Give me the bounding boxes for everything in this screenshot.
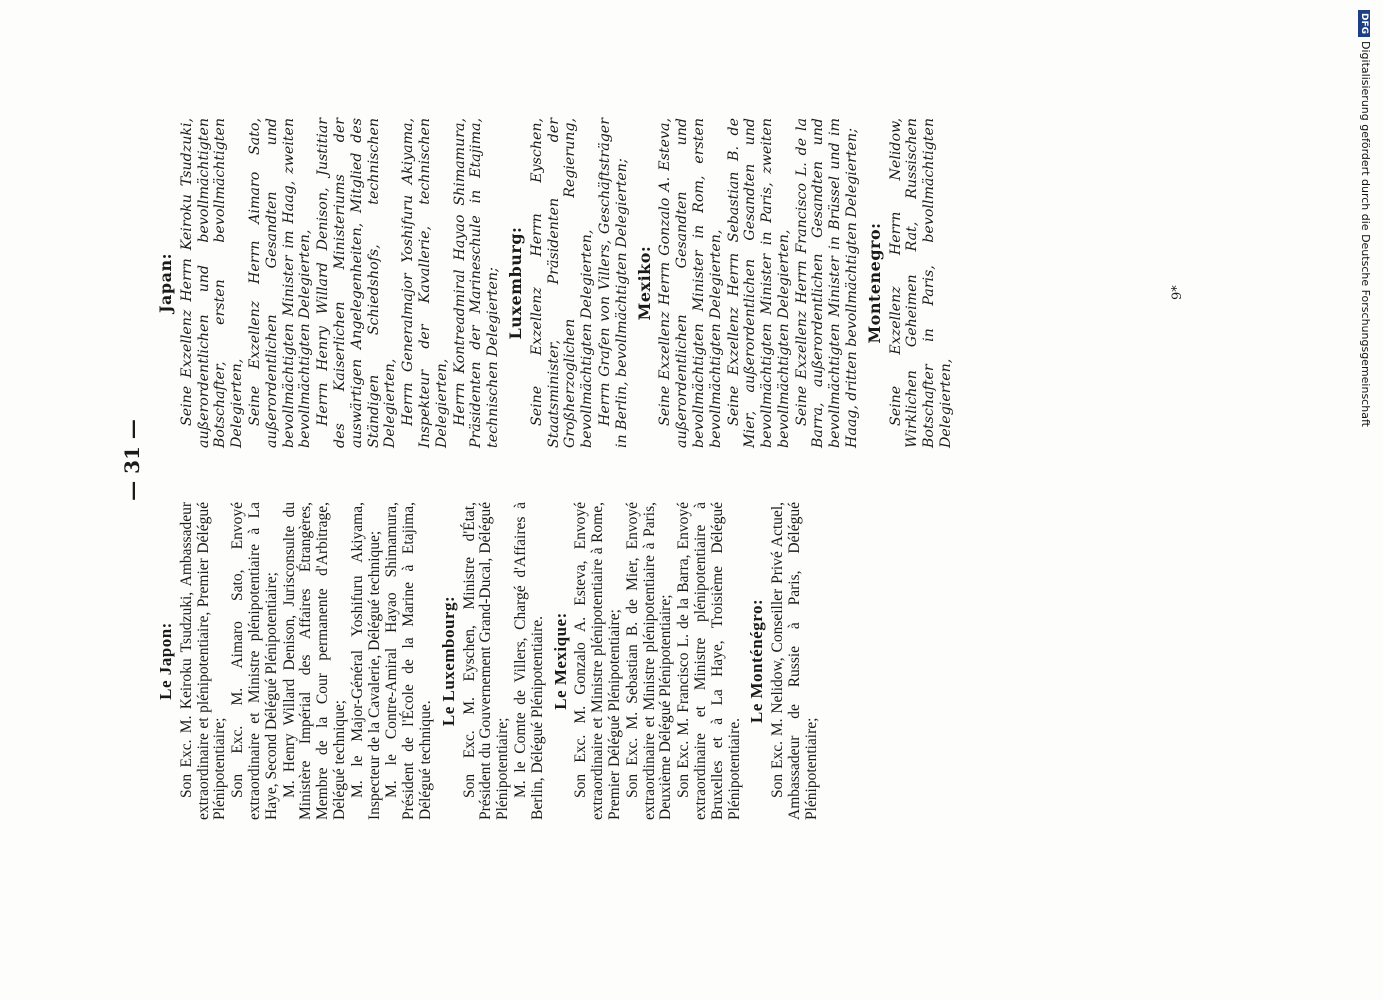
german-column	[158, 118, 961, 448]
rotated-page-content	[120, 120, 1230, 820]
delegate-entry: Seine Exzellenz Herrn Francisco L. de la Barra, außerordentlichen Gesandten und bevollmächtigten Minister in Brüssel und im Haag, dritten bevollmächtigten Delegierten;	[793, 118, 861, 448]
delegate-entry: Seine Exzellenz Herrn Sebastian B. de Mier, außerordentlichen Gesandten und bevollmächtigten Minister in Paris, zweiten bevollmächtigten Delegierten,	[725, 118, 792, 448]
section	[864, 118, 955, 448]
delegate-entry: Seine Exzellenz Herrn Nelidow, Wirklichen Geheimen Rat, Russischen Botschafter in Paris, bevollmächtigten Delegierten,	[887, 118, 955, 448]
delegate-entry: Son Exc. M. Keiroku Tsudzuki, Ambassadeur extraordinaire et plénipotentiaire, Premier Délégué Plénipotentiaire;	[177, 502, 229, 820]
digitization-credit	[1358, 10, 1372, 427]
page-number: — 31 —	[120, 419, 144, 501]
delegate-entry: Herrn Generalmajor Yoshifuru Akiyama, Inspekteur der Kavallerie, technischen Delegierten,	[400, 118, 450, 448]
delegate-entry: Son Exc. M. Gonzalo A. Esteva, Envoyé extraordinaire et Ministre plénipotentiaire à Rome, Premier Délégué Plénipotentiaire;	[572, 502, 623, 820]
delegate-entry: M. le Contre-Amiral Hayao Shimamura, Président de l'École de la Marine à Etajima, Délégué technique.	[383, 502, 434, 820]
delegate-entry: Son Exc. M. Francisco L. de la Barra, Envoyé extraordinaire et Ministre plénipotentiaire à Bruxelles et à La Haye, Troisième Délégué Plénipotentiaire.	[675, 502, 743, 820]
section	[438, 502, 547, 820]
section-heading: Luxemburg:	[505, 226, 525, 340]
section-heading: Montenegro:	[864, 222, 884, 344]
french-column	[158, 502, 826, 820]
delegate-entry: M. le Major-Général Yoshifuru Akiyama, Inspecteur de la Cavalerie, Délégué technique;	[348, 502, 383, 820]
delegate-entry: Herrn Kontreadmiral Hayao Shimamura, Präsidenten der Marineschule in Etajima, technischen Delegierten;	[451, 118, 502, 448]
section	[634, 118, 861, 448]
section-heading: Le Japon:	[156, 622, 175, 700]
delegate-entry: Son Exc. M. Sebastian B. de Mier, Envoyé extraordinaire et Ministre plénipotentiaire à Paris, Deuxième Délégué Plénipotentiaire;	[623, 502, 675, 820]
section	[158, 118, 502, 448]
delegate-entry: Seine Exzellenz Herrn Keiroku Tsudzuki, außerordentlichen und bevollmächtigten Botschafter, ersten bevollmächtigten Delegierten,	[178, 118, 246, 448]
delegate-entry: Herrn Henry Willard Denison, Justitiar des Kaiserlichen Ministeriums der auswärtigen Angelegenheiten, Mitglied des Ständigen Schiedshofs, technischen Delegierten,	[315, 118, 399, 448]
delegate-entry: Son Exc. M. Eyschen, Ministre d'État, Président du Gouvernement Grand-Ducal, Délégué Plénipotentiaire;	[460, 502, 512, 820]
section	[749, 502, 820, 820]
delegate-entry: Herrn Grafen von Villers, Geschäftsträger in Berlin, bevollmächtigten Delegierten;	[596, 118, 630, 448]
signature-mark: 9*	[1170, 285, 1185, 300]
section	[505, 118, 631, 448]
delegate-entry: Seine Exzellenz Herrn Aimaro Sato, außerordentlichen Gesandten und bevollmächtigten Minister im Haag, zweiten bevollmächtigten Delegierten,	[246, 118, 314, 448]
section-heading: Japan:	[156, 252, 175, 314]
dfg-logo: DFG	[1358, 10, 1370, 37]
section-heading: Le Monténégro:	[747, 598, 767, 724]
section-heading: Le Luxembourg:	[438, 595, 458, 727]
delegate-entry: M. le Comte de Villers, Chargé d'Affaires à Berlin, Délégué Plénipotentiaire.	[511, 502, 546, 820]
credit-text: Digitalisierung gefördert durch die Deutsche Forschungsgemeinschaft	[1359, 41, 1372, 427]
delegate-entry: M. Henry Willard Denison, Jurisconsulte du Ministère Impérial des Affaires Étrangères, Membre de la Cour permanente d'Arbitrage, Délégué technique;	[280, 502, 348, 820]
section	[158, 502, 435, 820]
delegate-entry: Son Exc. M. Aimaro Sato, Envoyé extraordinaire et Ministre plénipotentiaire à La Haye, Second Délégué Plénipotentiaire;	[229, 502, 280, 820]
delegate-entry: Son Exc. M. Nelidow, Conseiller Privé Actuel, Ambassadeur de Russie à Paris, Délégué Plénipotentiaire;	[769, 502, 820, 820]
delegate-entry: Seine Exzellenz Herrn Eyschen, Staatsminister, Präsidenten der Großherzoglichen Regierung, bevollmächtigten Delegierten,	[528, 118, 596, 448]
delegate-entry: Seine Exzellenz Herrn Gonzalo A. Esteva, außerordentlichen Gesandten und bevollmächtigten Minister in Rom, ersten bevollmächtigten Delegierten,	[657, 118, 724, 448]
section-heading: Mexiko:	[634, 245, 654, 321]
section-heading: Le Mexique:	[550, 612, 570, 710]
section	[550, 502, 744, 820]
